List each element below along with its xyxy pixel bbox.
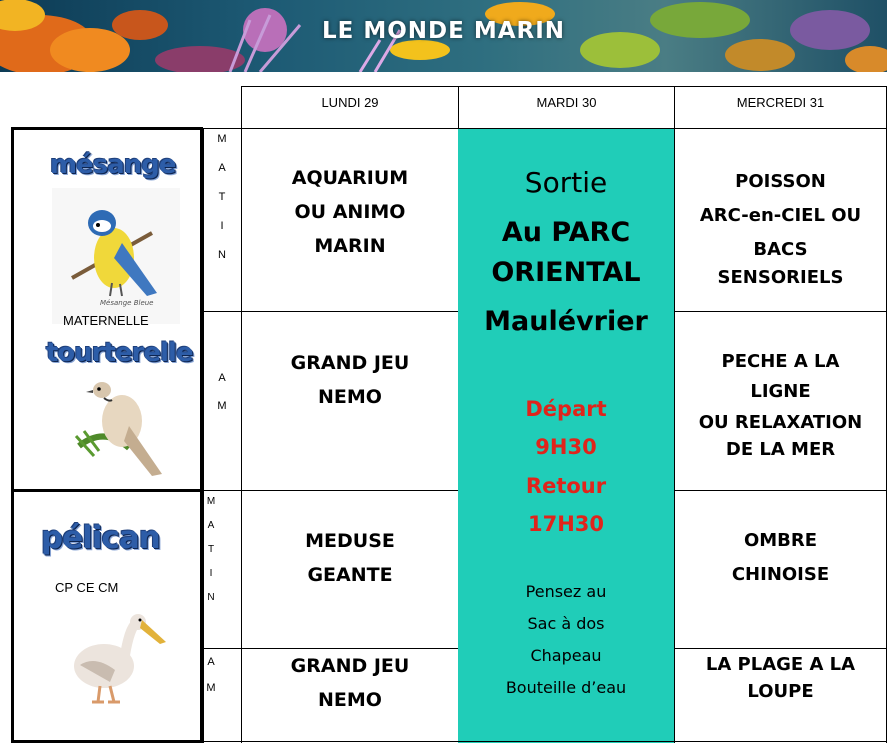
sortie-label: Sortie: [524, 165, 608, 199]
retour-label: Retour: [525, 474, 607, 498]
activity-lundi-maternelle-am: GRAND JEU NEMO: [290, 352, 410, 408]
blue-tit-caption: Mésange Bleue: [100, 299, 154, 307]
sortie-lieu-2: ORIENTAL: [491, 256, 641, 288]
period-apres-midi-maternelle: A M: [217, 372, 227, 412]
pelican-illustration: [70, 610, 168, 708]
day-header-mardi: MARDI 30: [536, 94, 597, 110]
activity-mercredi-pelican-matin: OMBRE CHINOISE: [731, 530, 830, 585]
activity-lundi-pelican-matin: MEDUSE GEANTE: [305, 530, 395, 586]
blue-tit-illustration: [52, 188, 180, 324]
banner: [0, 0, 887, 72]
period-matin-pelican: M A T I N: [206, 496, 216, 603]
banner-title: LE MONDE MARIN: [321, 18, 566, 44]
group-level-maternelle: MATERNELLE: [63, 313, 149, 328]
day-header-mercredi: MERCREDI 31: [736, 94, 825, 110]
group-name-tourterelle: tourterelle: [46, 338, 193, 368]
depart-label: Départ: [525, 397, 607, 421]
sortie-lieu-3: Maulévrier: [484, 305, 648, 337]
activity-lundi-pelican-am: GRAND JEU NEMO: [290, 655, 410, 711]
group-name-mesange: mésange: [50, 150, 176, 180]
reminder-item: Sac à dos: [527, 614, 605, 633]
reminder-item: Pensez au: [525, 582, 607, 601]
retour-time: 17H30: [527, 512, 605, 536]
reminder-item: Chapeau: [530, 646, 602, 665]
activity-mercredi-maternelle-matin: POISSON ARC-en-CIEL OU BACS SENSORIELS: [699, 171, 862, 288]
reminder-item: Bouteille d’eau: [505, 678, 627, 697]
period-apres-midi-pelican: A M: [206, 656, 216, 694]
activity-lundi-maternelle-matin: AQUARIUM OU ANIMO MARIN: [291, 167, 409, 257]
period-matin-maternelle: M A T I N: [217, 133, 227, 261]
day-header-lundi: LUNDI 29: [321, 94, 379, 110]
turtle-dove-illustration: [74, 376, 174, 480]
group-name-pelican: pélican: [41, 520, 160, 556]
sortie-lieu-1: Au PARC: [501, 216, 631, 248]
reminder-list: [458, 576, 674, 704]
activity-mercredi-pelican-am: LA PLAGE A LA LOUPE: [705, 654, 856, 702]
activity-mercredi-maternelle-am: PECHE A LA LIGNE OU RELAXATION DE LA MER: [698, 350, 863, 460]
depart-time: 9H30: [535, 435, 597, 459]
group-level-pelican: CP CE CM: [55, 580, 119, 595]
